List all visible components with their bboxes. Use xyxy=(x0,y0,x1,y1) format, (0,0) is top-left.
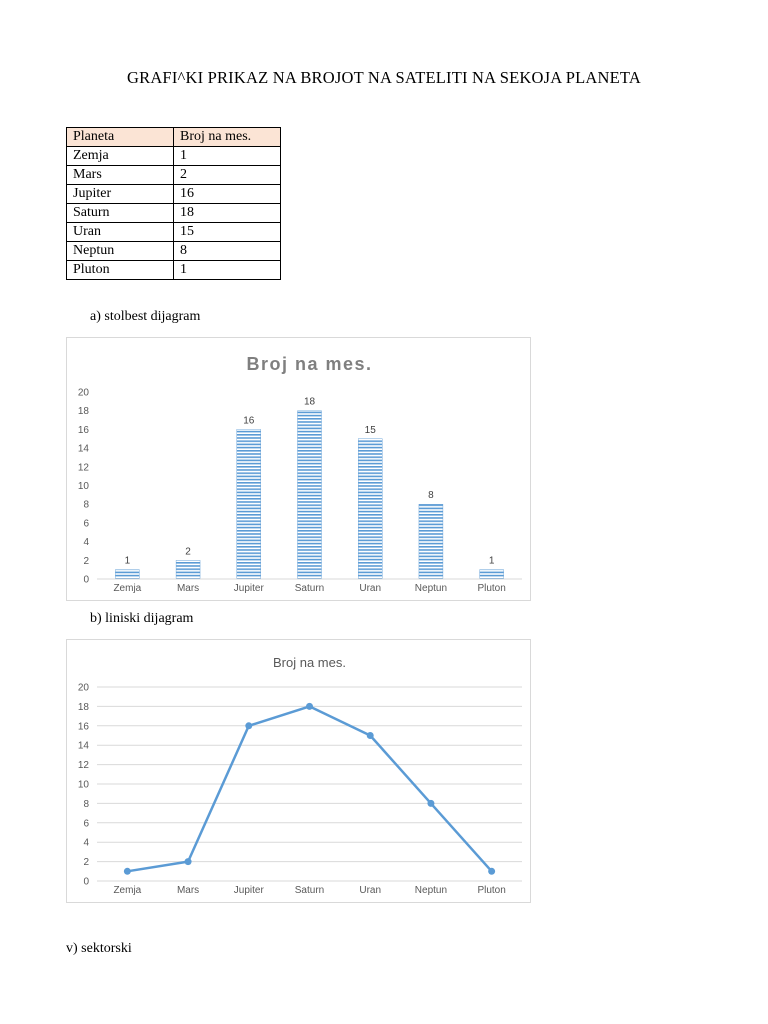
table-cell-count: 2 xyxy=(174,166,281,185)
y-tick-label: 20 xyxy=(77,387,89,399)
data-point xyxy=(488,868,495,875)
x-tick-label: Uran xyxy=(359,885,382,896)
y-tick-label: 12 xyxy=(77,462,89,474)
y-tick-label: 10 xyxy=(77,779,89,791)
planet-satellite-table xyxy=(66,127,281,280)
data-label: 15 xyxy=(364,424,376,436)
data-point xyxy=(367,732,374,739)
data-point xyxy=(124,868,131,875)
table-cell-planet: Mars xyxy=(67,166,174,185)
chart-title: Broj na mes. xyxy=(246,354,373,374)
x-tick-label: Neptun xyxy=(414,885,448,896)
table-cell-planet: Saturn xyxy=(67,204,174,223)
data-label: 8 xyxy=(428,490,434,502)
y-tick-label: 10 xyxy=(77,481,89,492)
y-tick-label: 12 xyxy=(77,760,89,772)
data-label: 2 xyxy=(185,546,191,558)
data-point xyxy=(245,722,252,729)
y-tick-label: 18 xyxy=(77,701,89,713)
x-tick-label: Jupiter xyxy=(233,583,264,594)
y-tick-label: 8 xyxy=(83,798,89,810)
bar xyxy=(358,439,382,579)
table-row xyxy=(67,204,281,223)
table-header-count: Broj na mes. xyxy=(174,128,281,147)
y-tick-label: 20 xyxy=(77,682,89,694)
y-tick-label: 16 xyxy=(77,721,89,733)
data-point xyxy=(185,858,192,865)
bar xyxy=(298,411,322,579)
table-cell-planet: Neptun xyxy=(67,242,174,261)
data-point xyxy=(306,703,313,710)
table-row xyxy=(67,185,281,204)
bar xyxy=(480,570,504,579)
y-tick-label: 16 xyxy=(77,424,89,436)
line-chart xyxy=(67,640,530,902)
table-cell-count: 1 xyxy=(174,147,281,166)
line-chart-frame xyxy=(66,639,531,903)
data-label: 16 xyxy=(243,415,255,427)
y-tick-label: 2 xyxy=(83,555,89,567)
table-cell-count: 8 xyxy=(174,242,281,261)
x-tick-label: Pluton xyxy=(477,583,506,594)
bar-chart-frame xyxy=(66,337,531,601)
x-tick-label: Neptun xyxy=(414,583,448,594)
bar xyxy=(237,429,261,579)
y-tick-label: 6 xyxy=(83,818,89,830)
table-row xyxy=(67,166,281,185)
bar xyxy=(176,560,200,579)
chart-title: Broj na mes. xyxy=(273,655,346,670)
x-tick-label: Jupiter xyxy=(233,885,264,896)
x-tick-label: Zemja xyxy=(113,583,142,594)
table-cell-planet: Pluton xyxy=(67,261,174,280)
bar-chart xyxy=(67,338,530,600)
x-tick-label: Uran xyxy=(359,583,382,594)
y-tick-label: 18 xyxy=(77,406,89,418)
y-tick-label: 4 xyxy=(83,837,89,849)
data-label: 18 xyxy=(303,396,316,408)
table-header-planet: Planeta xyxy=(67,128,174,147)
table-cell-planet: Zemja xyxy=(67,147,174,166)
data-label: 1 xyxy=(488,555,495,567)
table-row xyxy=(67,261,281,280)
y-tick-label: 14 xyxy=(77,443,89,455)
x-tick-label: Saturn xyxy=(294,583,325,594)
section-b-label: b) liniski dijagram xyxy=(90,611,194,626)
x-tick-label: Mars xyxy=(176,885,200,896)
bar xyxy=(419,504,443,579)
document-title: GRAFI^KI PRIKAZ NA BROJOT NA SATELITI NA SEKOJA PLANETA xyxy=(127,68,641,87)
series-line xyxy=(127,706,491,871)
table-cell-planet: Uran xyxy=(67,223,174,242)
y-tick-label: 6 xyxy=(83,518,89,530)
table-cell-count: 1 xyxy=(174,261,281,280)
bar xyxy=(115,570,139,579)
y-tick-label: 4 xyxy=(83,537,89,549)
data-label: 1 xyxy=(124,555,131,567)
x-tick-label: Pluton xyxy=(477,885,506,896)
y-tick-label: 0 xyxy=(83,574,89,586)
table-cell-count: 15 xyxy=(174,223,281,242)
table-cell-count: 18 xyxy=(174,204,281,223)
table-cell-planet: Jupiter xyxy=(67,185,174,204)
y-tick-label: 14 xyxy=(77,740,89,752)
section-a-label: a) stolbest dijagram xyxy=(90,309,201,324)
table-row xyxy=(67,223,281,242)
y-tick-label: 8 xyxy=(83,499,89,511)
x-tick-label: Saturn xyxy=(294,885,325,896)
x-tick-label: Mars xyxy=(176,583,200,594)
table-cell-count: 16 xyxy=(174,185,281,204)
y-tick-label: 2 xyxy=(83,857,89,869)
table-row xyxy=(67,147,281,166)
section-v-label: v) sektorski xyxy=(66,941,132,956)
table-header-row xyxy=(67,128,281,147)
y-tick-label: 0 xyxy=(83,876,89,888)
table-row xyxy=(67,242,281,261)
data-point xyxy=(427,800,434,807)
x-tick-label: Zemja xyxy=(113,885,142,896)
